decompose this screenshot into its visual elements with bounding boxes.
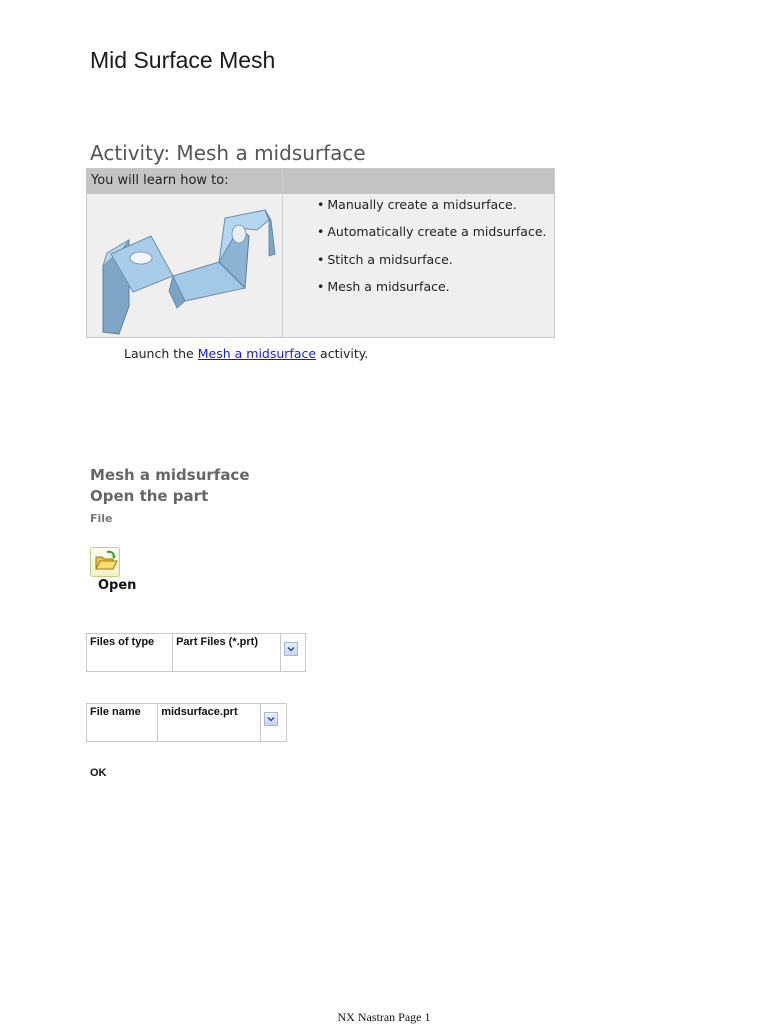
file-name-dropdown[interactable] (261, 704, 287, 742)
page-title: Mid Surface Mesh (90, 47, 276, 73)
midsurface-part-image (89, 196, 279, 336)
chevron-down-icon[interactable] (284, 642, 298, 656)
learning-objectives-box (86, 168, 555, 338)
list-item: • Manually create a midsurface. (317, 195, 547, 222)
file-name-value: midsurface.prt (158, 704, 261, 742)
files-of-type-dropdown[interactable] (280, 634, 305, 672)
open-button-label: Open (98, 578, 137, 593)
learn-header (87, 169, 554, 194)
activity-heading: Activity: Mesh a midsurface (90, 141, 366, 165)
column-divider (282, 169, 283, 337)
file-name-field (86, 703, 287, 742)
files-of-type-field (86, 633, 306, 672)
files-of-type-value: Part Files (*.prt) (173, 634, 281, 672)
launch-suffix: activity. (320, 346, 369, 361)
ok-button-label: OK (90, 767, 107, 779)
step-title: Open the part (90, 487, 209, 505)
file-menu-label: File (90, 512, 113, 525)
launch-prefix: Launch the (124, 346, 194, 361)
launch-instruction (124, 346, 368, 361)
list-item: • Automatically create a midsurface. (317, 222, 547, 249)
objectives-list (317, 195, 547, 305)
learn-header-label: You will learn how to: (91, 173, 229, 188)
list-item: • Mesh a midsurface. (317, 277, 547, 304)
file-name-label: File name (87, 704, 158, 742)
list-item: • Stitch a midsurface. (317, 250, 547, 277)
activity-link[interactable]: Mesh a midsurface (197, 346, 317, 361)
chevron-down-icon[interactable] (264, 712, 278, 726)
files-of-type-label: Files of type (87, 634, 173, 672)
folder-open-icon[interactable] (90, 547, 120, 577)
section-title: Mesh a midsurface (90, 466, 250, 484)
page-footer: NX Nastran Page 1 (337, 1010, 431, 1024)
